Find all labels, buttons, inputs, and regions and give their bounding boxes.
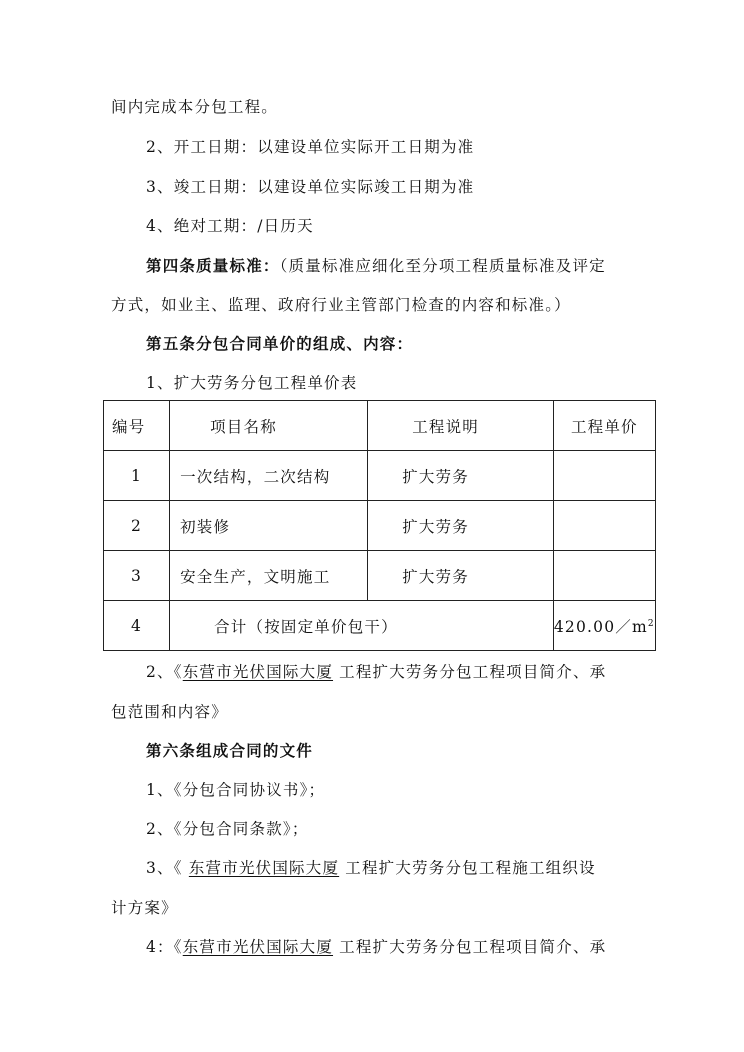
- table-total-row: [104, 601, 656, 651]
- text-fragment: 3、《: [146, 859, 189, 877]
- total-price-unit-sup: 2: [647, 618, 655, 629]
- article-6-title: 第六条组成合同的文件: [146, 741, 314, 760]
- text-fragment: 工程扩大劳务分包工程项目简介、承: [333, 663, 607, 681]
- table-header-row: [104, 401, 656, 451]
- article-4-line: [146, 256, 606, 276]
- table-cell: 安全生产，文明施工: [170, 551, 368, 601]
- header-cell: 编号: [104, 401, 170, 451]
- text-line: 间内完成本分包工程。: [111, 98, 279, 116]
- project-name: 东营市光伏国际大厦: [182, 663, 334, 681]
- text-line: 计方案》: [111, 899, 178, 917]
- unit-price-table: [103, 400, 656, 651]
- text-line: 4、绝对工期：/日历天: [146, 217, 314, 235]
- text-line: 2、开工日期：以建设单位实际开工日期为准: [146, 138, 475, 156]
- table-cell: 1: [104, 451, 170, 501]
- text-fragment: 4：《: [146, 938, 183, 956]
- header-cell: 工程单价: [553, 401, 655, 451]
- text-line: 3、竣工日期：以建设单位实际竣工日期为准: [146, 178, 475, 196]
- article-4-title: 第四条质量标准：: [146, 256, 280, 275]
- total-price-value: 420.00／m: [553, 617, 648, 636]
- text-line: 1、《分包合同协议书》；: [146, 781, 326, 799]
- text-line: [146, 937, 606, 957]
- article-5-title: 第五条分包合同单价的组成、内容：: [146, 334, 414, 353]
- project-name: 东营市光伏国际大厦: [182, 938, 334, 956]
- table-cell: 扩大劳务: [368, 451, 554, 501]
- table-cell: 扩大劳务: [368, 551, 554, 601]
- total-label: 合计（按固定单价包干）: [170, 601, 554, 651]
- text-line: 1、扩大劳务分包工程单价表: [146, 374, 358, 392]
- text-fragment: 工程扩大劳务分包工程项目简介、承: [333, 938, 607, 956]
- table-cell: 一次结构，二次结构: [170, 451, 368, 501]
- text-fragment: 工程扩大劳务分包工程施工组织设: [339, 859, 596, 877]
- table-row: [104, 551, 656, 601]
- total-price: [553, 601, 655, 651]
- table-cell: 扩大劳务: [368, 501, 554, 551]
- table-cell: [553, 501, 655, 551]
- project-name: 东营市光伏国际大厦: [188, 859, 340, 877]
- table-cell: 2: [104, 501, 170, 551]
- article-4-text: （质量标准应细化至分项工程质量标准及评定: [279, 257, 606, 275]
- text-line: 2、《分包合同条款》；: [146, 820, 309, 838]
- table-cell: 3: [104, 551, 170, 601]
- text-fragment: 2、《: [146, 663, 183, 681]
- header-cell: 工程说明: [368, 401, 554, 451]
- table-row: [104, 501, 656, 551]
- table-cell: [553, 451, 655, 501]
- table-row: [104, 451, 656, 501]
- header-cell: 项目名称: [170, 401, 368, 451]
- text-line: [146, 858, 596, 878]
- table-cell: 4: [104, 601, 170, 651]
- text-line: [146, 662, 606, 682]
- text-line: 包范围和内容》: [111, 703, 228, 721]
- table-cell: [553, 551, 655, 601]
- table-cell: 初装修: [170, 501, 368, 551]
- text-line: 方式，如业主、监理、政府行业主管部门检查的内容和标准。）: [111, 296, 571, 314]
